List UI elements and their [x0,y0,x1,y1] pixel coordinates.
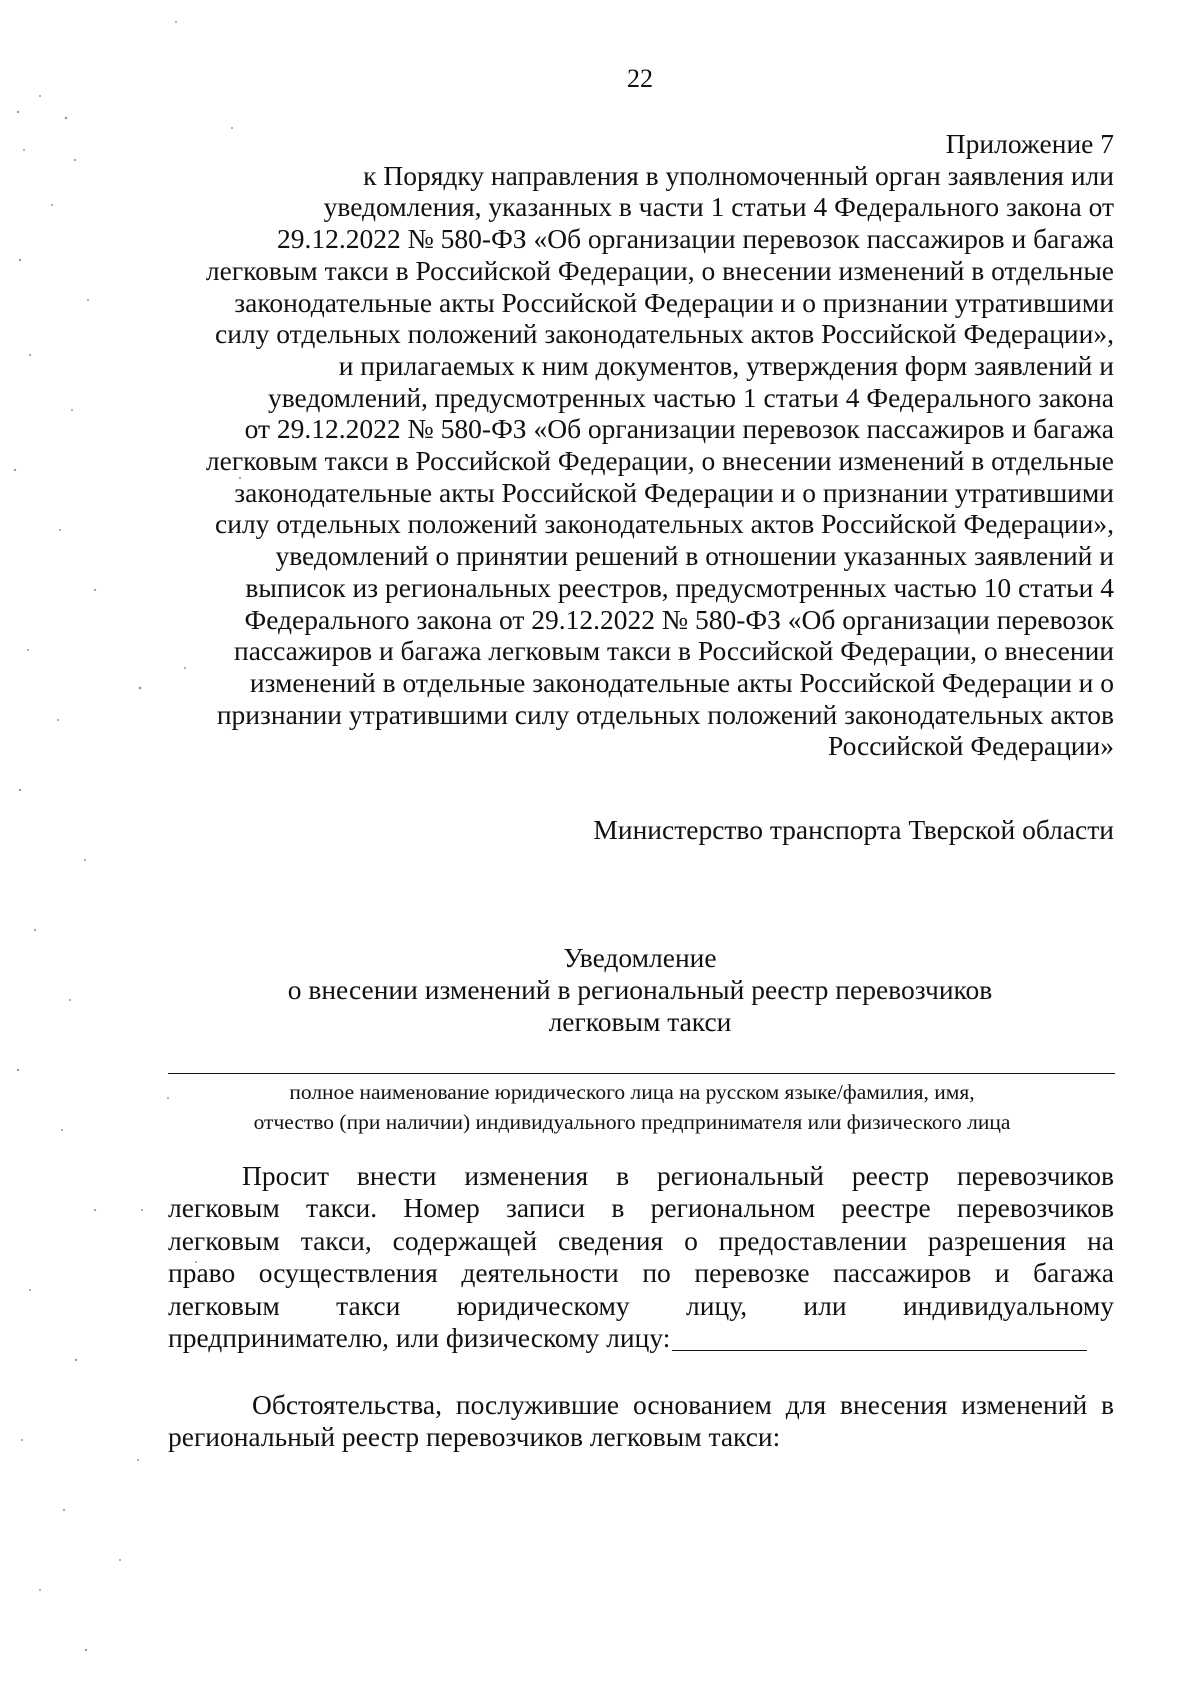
title-line: о внесении изменений в региональный реестр перевозчиков [287,974,993,1005]
annex-line: от 29.12.2022 № 580-ФЗ «Об организации перевозок пассажиров и багажа [244,413,1114,445]
annex-line: пассажиров и багажа легковым такси в Российской Федерации, о внесении [234,635,1114,667]
annex-line: силу отдельных положений законодательных актов Российской Федерации», [215,508,1114,540]
annex-line: законодательные акты Российской Федерации и о признании утратившими [234,476,1114,508]
paragraph-line: легковым такси, содержащей сведения о предоставлении разрешения на [168,1224,1114,1256]
annex-line: к Порядку направления в уполномоченный орган заявления или [363,159,1114,191]
paragraph-line: Обстоятельства, послужившие основанием для внесения изменений в [252,1389,1114,1420]
caption-line: полное наименование юридического лица на русском языке/фамилия, имя, [289,1080,975,1104]
ministry-name: Министерство транспорта Тверской области [593,814,1114,845]
paragraph-last-line: предпринимателю, или физическому лицу: [168,1322,671,1354]
paragraph-line: легковым такси. Номер записи в региональном реестре перевозчиков [168,1192,1114,1224]
annex-line: уведомления, указанных в части 1 статьи 4 Федерального закона от [323,191,1114,223]
request-paragraph [168,1160,1114,1354]
annex-line: признании утратившими силу отдельных положений законодательных актов [216,698,1114,730]
annex-line: выписок из региональных реестров, предусмотренных частью 10 статьи 4 [245,571,1114,603]
applicant-name-line [168,1073,1115,1074]
title-line: Уведомление [563,942,717,973]
annex-line: законодательные акты Российской Федерации и о признании утратившими [234,286,1114,318]
annex-line: легковым такси в Российской Федерации, о внесении изменений в отдельные [205,445,1114,477]
annex-line: и прилагаемых к ним документов, утверждения форм заявлений и [338,349,1114,381]
applicant-name-caption [150,1077,1114,1137]
annex-line: Федерального закона от 29.12.2022 № 580-ФЗ «Об организации перевозок [244,603,1114,635]
paragraph-line: право осуществления деятельности по перевозке пассажиров и багажа [168,1257,1114,1289]
annex-line: уведомлений о принятии решений в отношении указанных заявлений и [275,540,1114,572]
annex-line: 29.12.2022 № 580-ФЗ «Об организации перевозок пассажиров и багажа [276,223,1114,255]
annex-line: силу отдельных положений законодательных актов Российской Федерации», [215,318,1114,350]
annex-line: изменений в отдельные законодательные акты Российской Федерации и о [249,666,1114,698]
record-number-blank[interactable] [672,1350,1087,1351]
document-title [0,942,1200,1038]
annex-line: уведомлений, предусмотренных частью 1 статьи 4 Федерального закона [267,381,1114,413]
caption-line: отчество (при наличии) индивидуального предпринимателя или физического лица [253,1110,1011,1134]
paragraph-line: Просит внести изменения в региональный реестр перевозчиков [242,1160,1114,1191]
circumstances-paragraph [168,1389,1114,1454]
annex-line: Приложение 7 [945,128,1114,159]
paragraph-last-line: региональный реестр перевозчиков легковым такси: [168,1421,781,1453]
paragraph-line: легковым такси юридическому лицу, или индивидуальному [168,1289,1114,1321]
title-line: легковым такси [548,1006,732,1037]
annex-line: Российской Федерации» [827,730,1114,762]
page-number: 22 [627,64,653,93]
annex-header [150,128,1114,762]
paragraph-line [168,1322,1114,1354]
annex-line: легковым такси в Российской Федерации, о внесении изменений в отдельные [205,254,1114,286]
